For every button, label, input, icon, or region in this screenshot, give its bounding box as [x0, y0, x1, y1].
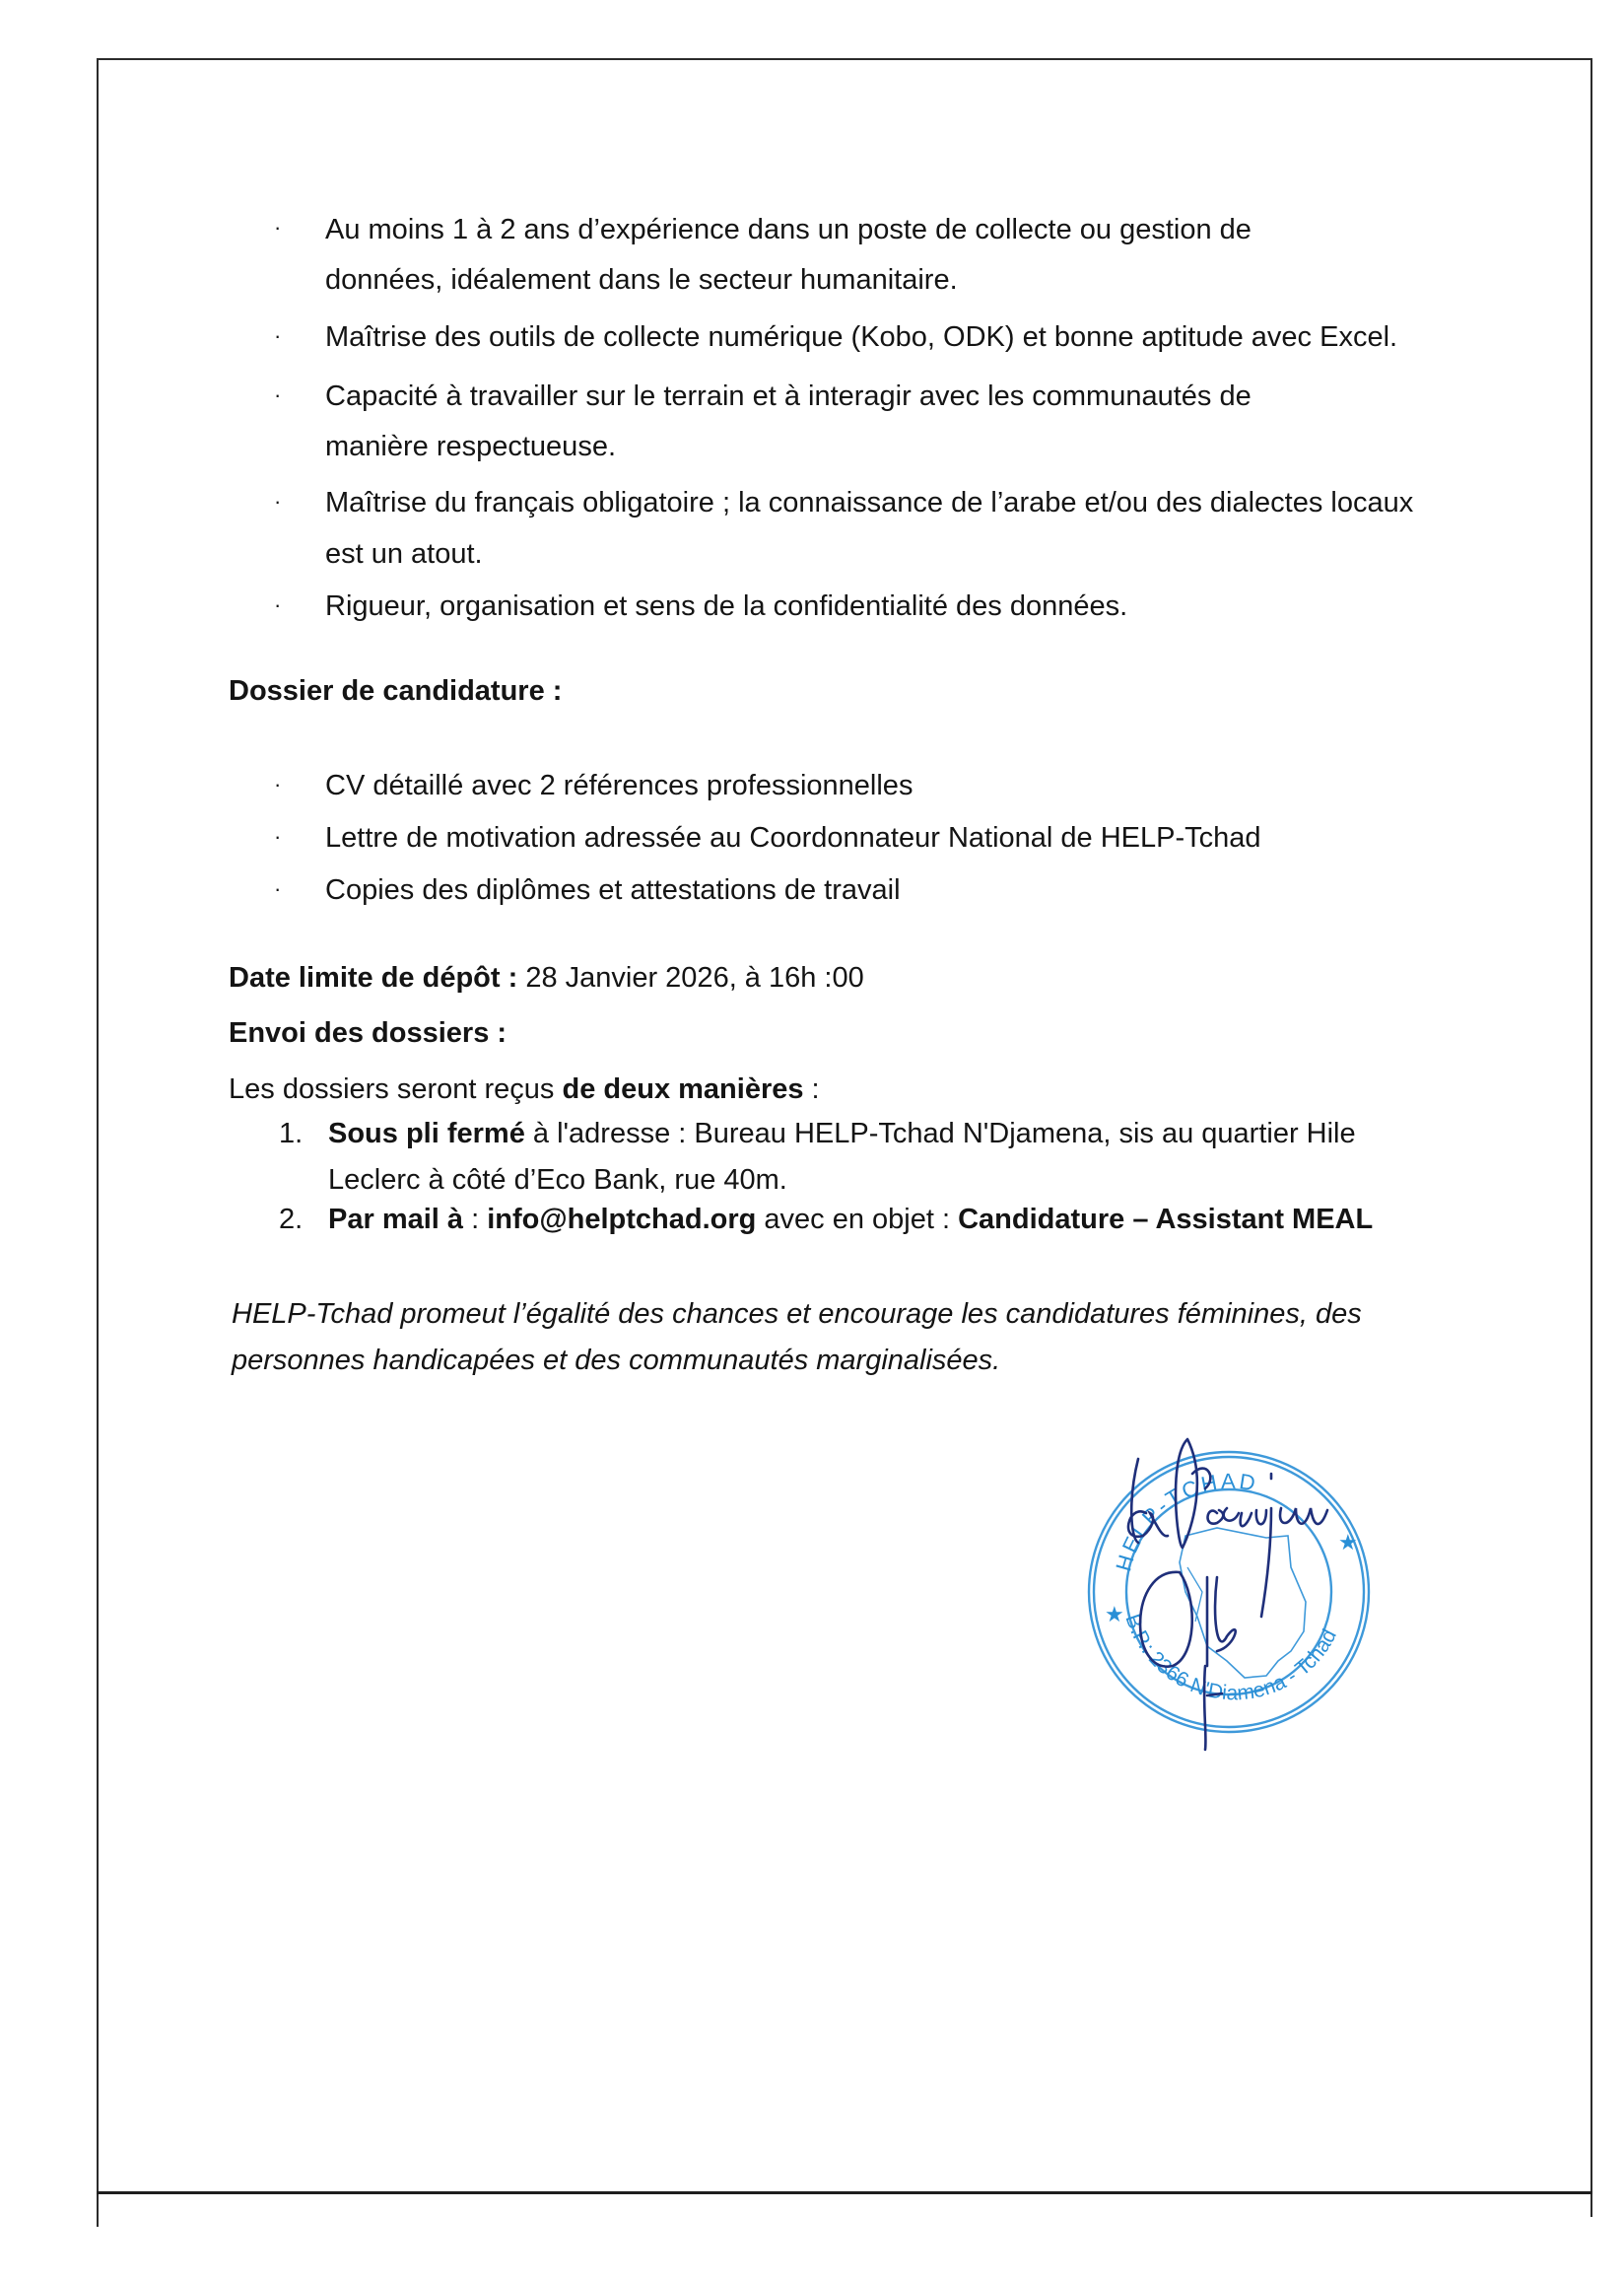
method-1 [328, 1117, 1356, 1150]
star-icon: ★ [1338, 1530, 1358, 1555]
bullet-icon: · [274, 824, 282, 849]
method-1-text: à l'adresse : Bureau HELP-Tchad N'Djamena, sis au quartier Hile [524, 1118, 1356, 1149]
dossier-item-1: CV détaillé avec 2 références professionnelles [325, 770, 914, 801]
organization-stamp [1069, 1419, 1394, 1755]
page-frame-right-border [1590, 58, 1592, 2217]
requirement-4-line-1: Maîtrise du français obligatoire ; la connaissance de l’arabe et/ou des dialectes locaux [325, 487, 1414, 518]
envoi-intro-bold: de deux manières [562, 1073, 804, 1105]
email-link[interactable]: info@helptchad.org [487, 1204, 757, 1235]
bullet-icon: · [274, 876, 282, 901]
page-frame-top-border [97, 58, 1591, 60]
bullet-icon: · [274, 215, 282, 240]
bullet-icon: · [274, 323, 282, 348]
envoi-heading: Envoi des dossiers : [229, 1017, 508, 1049]
page-frame-left-border [97, 58, 99, 2227]
closing-line-2: personnes handicapées et des communautés marginalisées. [232, 1345, 1001, 1376]
method-1-number: 1. [279, 1118, 304, 1149]
dossier-heading: Dossier de candidature : [229, 675, 563, 707]
stamp-top-text: HELP-TCHAD [1111, 1468, 1260, 1574]
method-2-text-2: avec en objet : [756, 1204, 959, 1235]
method-2 [328, 1203, 1373, 1236]
deadline-value: 28 Janvier 2026, à 16h :00 [517, 962, 864, 994]
method-1-title: Sous pli fermé [328, 1118, 525, 1149]
deadline-line [229, 961, 864, 995]
requirement-1-line-1: Au moins 1 à 2 ans d’expérience dans un poste de collecte ou gestion de [325, 214, 1252, 245]
bullet-icon: · [274, 592, 282, 617]
method-1-continuation: Leclerc à côté d’Eco Bank, rue 40m. [328, 1164, 787, 1196]
method-2-text: : [463, 1204, 488, 1235]
bullet-icon: · [274, 382, 282, 407]
stamp-bottom-text: B.P.: 2366 N'Diamena - Tchad [1120, 1611, 1342, 1705]
envoi-intro-text: Les dossiers seront reçus [229, 1073, 563, 1105]
page-frame-bottom-border [97, 2191, 1592, 2194]
email-subject: Candidature – Assistant MEAL [958, 1204, 1374, 1235]
deadline-label: Date limite de dépôt : [229, 962, 518, 994]
star-icon: ★ [1105, 1602, 1124, 1626]
chad-map-outline [1180, 1528, 1306, 1678]
bullet-icon: · [274, 489, 282, 514]
method-2-title: Par mail à [328, 1204, 464, 1235]
dossier-item-2: Lettre de motivation adressée au Coordonnateur National de HELP-Tchad [325, 822, 1261, 854]
bullet-icon: · [274, 772, 282, 796]
closing-line-1: HELP-Tchad promeut l’égalité des chances et encourage les candidatures féminines, des [232, 1298, 1362, 1330]
dossier-item-3: Copies des diplômes et attestations de travail [325, 874, 901, 906]
envoi-intro-end: : [803, 1073, 820, 1105]
requirement-5: Rigueur, organisation et sens de la confidentialité des données. [325, 590, 1128, 622]
requirement-3-line-2: manière respectueuse. [325, 431, 616, 462]
requirement-4-line-2: est un atout. [325, 538, 483, 570]
envoi-intro [229, 1072, 820, 1106]
requirement-1-line-2: données, idéalement dans le secteur humanitaire. [325, 264, 958, 296]
requirement-2: Maîtrise des outils de collecte numérique (Kobo, ODK) et bonne aptitude avec Excel. [325, 321, 1398, 353]
method-2-number: 2. [279, 1204, 304, 1235]
requirement-3-line-1: Capacité à travailler sur le terrain et à interagir avec les communautés de [325, 380, 1252, 412]
